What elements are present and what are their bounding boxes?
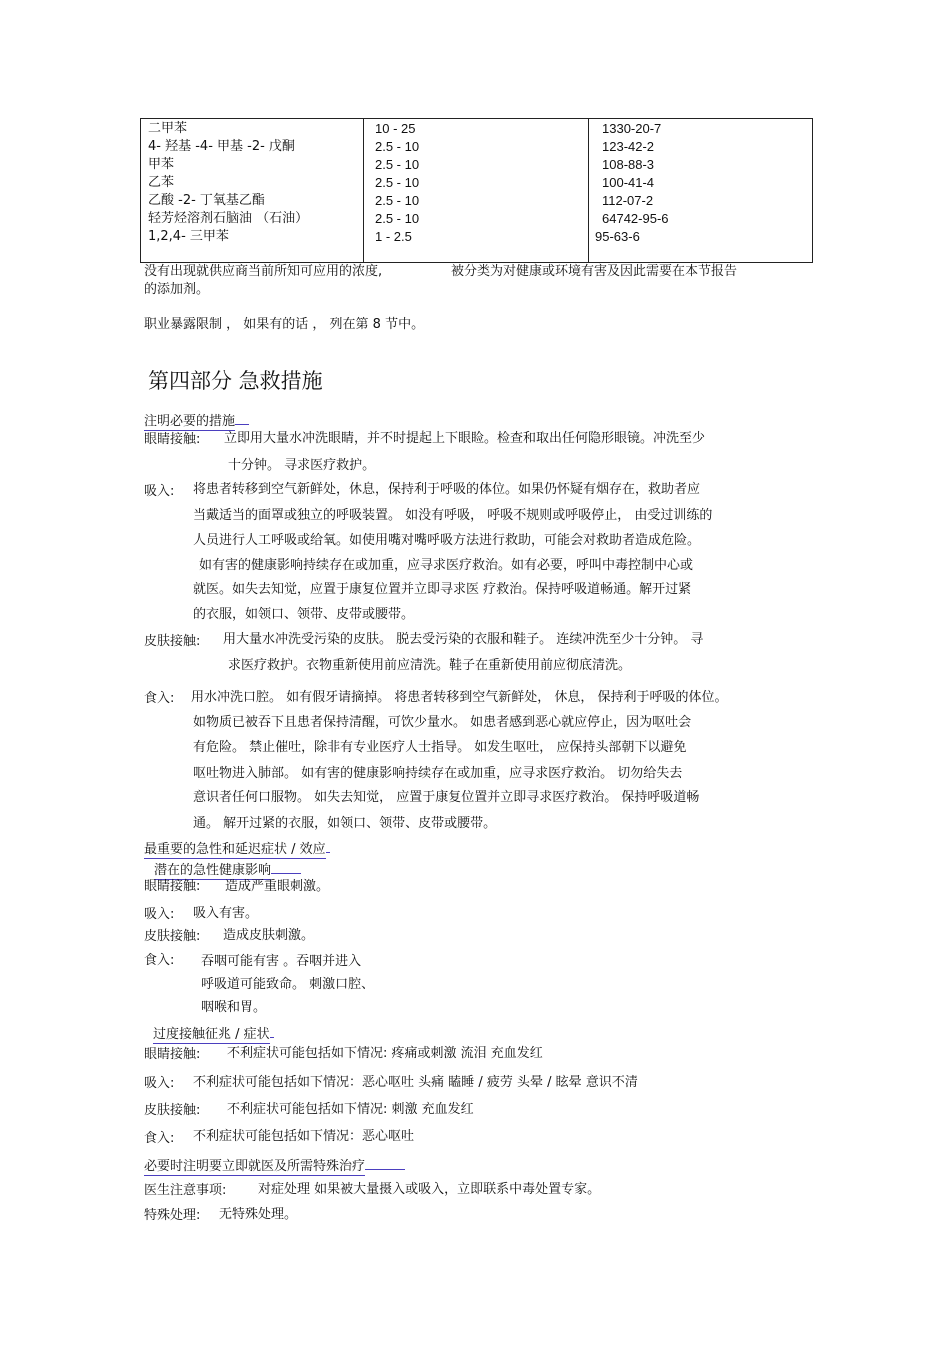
acute-eye-text: 造成严重眼刺激。 xyxy=(225,879,330,894)
page-title: 第四部分 急救措施 xyxy=(148,369,323,393)
table-cell: 108-88-3 xyxy=(602,157,655,172)
ingestion-text-3: 有危险。 禁止催吐，除非有专业医疗人士指导。 如发生呕吐， 应保持头部朝下以避免 xyxy=(193,740,687,755)
over-skin-text: 不利症状可能包括如下情况: 刺激 充血发红 xyxy=(227,1102,474,1117)
cas-column xyxy=(595,120,669,246)
inhalation-label: 吸入: xyxy=(144,484,175,499)
table-cell: 10 - 25 xyxy=(375,121,416,136)
overexposure-heading-text: 过度接触征兆 / 症状 xyxy=(153,1027,270,1042)
table-cell: 乙苯 xyxy=(148,175,175,190)
inhalation-text-2: 当戴适当的面罩或独立的呼吸装置。 如没有呼吸， 呼吸不规则或呼吸停止， 由受过训练的 xyxy=(193,508,713,523)
heading-underline xyxy=(271,858,301,874)
eye-text-1: 立即用大量水冲洗眼睛，并不时提起上下眼睑。检查和取出任何隐形眼镜。冲洗至少 xyxy=(224,431,706,446)
table-cell: 64742-95-6 xyxy=(602,211,669,226)
table-cell: 2.5 - 10 xyxy=(375,175,420,190)
special-text: 无特殊处理。 xyxy=(219,1207,298,1222)
over-inhalation-text: 不利症状可能包括如下情况：恶心呕吐 头痛 瞌睡 / 疲劳 头晕 / 眩晕 意识不清 xyxy=(193,1075,638,1090)
doctor-label: 医生注意事项: xyxy=(144,1183,227,1198)
table-divider xyxy=(588,119,589,262)
table-cell: 112-07-2 xyxy=(602,193,654,208)
over-ingestion-text: 不利症状可能包括如下情况：恶心呕吐 xyxy=(193,1129,415,1144)
eye-text-2: 十分钟。 寻求医疗救护。 xyxy=(228,458,376,473)
table-cell: 1330-20-7 xyxy=(602,121,662,136)
table-cell: 2.5 - 10 xyxy=(375,157,420,172)
acute-heading-text: 潜在的急性健康影响 xyxy=(154,863,272,878)
inhalation-text-1: 将患者转移到空气新鲜处，休息，保持利于呼吸的体位。如果仍怀疑有烟存在，救助者应 xyxy=(193,482,701,497)
heading-underline xyxy=(326,837,330,853)
acute-ingestion-text-1: 吞咽可能有害 。吞咽并进入 xyxy=(201,954,362,969)
table-cell: 2.5 - 10 xyxy=(375,211,420,226)
skin-label: 皮肤接触: xyxy=(144,634,201,649)
table-cell: 二甲苯 xyxy=(148,121,188,136)
doctor-text: 对症处理 如果被大量摄入或吸入，立即联系中毒处置专家。 xyxy=(258,1182,601,1197)
over-inhalation-label: 吸入: xyxy=(144,1076,175,1091)
over-eye-label: 眼睛接触: xyxy=(144,1047,201,1062)
eye-label: 眼睛接触: xyxy=(144,432,201,447)
table-cell: 甲苯 xyxy=(148,157,175,172)
ingestion-text-5: 意识者任何口服物。 如失去知觉， 应置于康复位置并立即寻求医疗救治。 保持呼吸道畅 xyxy=(193,790,700,805)
special-label: 特殊处理: xyxy=(144,1208,201,1223)
concentration-column xyxy=(375,120,419,246)
composition-table xyxy=(140,118,813,263)
inhalation-text-3: 人员进行人工呼吸或给氧。如使用嘴对嘴呼吸方法进行救助，可能会对救助者造成危险。 xyxy=(193,533,701,548)
heading-underline xyxy=(365,1154,405,1170)
acute-ingestion-label: 食入: xyxy=(144,953,175,968)
heading-underline xyxy=(270,1022,274,1038)
ingestion-text-1: 用水冲洗口腔。 如有假牙请摘掉。 将患者转移到空气新鲜处， 休息， 保持利于呼吸的体位。 xyxy=(191,690,728,705)
over-eye-text: 不利症状可能包括如下情况: 疼痛或刺激 流泪 充血发红 xyxy=(227,1046,543,1061)
table-cell: 1 - 2.5 xyxy=(375,229,412,244)
ingestion-text-6: 通。 解开过紧的衣服，如领口、领带、皮带或腰带。 xyxy=(193,816,497,831)
ingestion-text-2: 如物质已被吞下且患者保持清醒，可饮少量水。 如患者感到恶心就应停止，因为呕吐会 xyxy=(193,715,692,730)
acute-heading xyxy=(154,858,301,880)
acute-inhalation-label: 吸入: xyxy=(144,907,175,922)
table-cell: 2.5 - 10 xyxy=(375,193,420,208)
skin-text-1: 用大量水冲洗受污染的皮肤。 脱去受污染的衣服和鞋子。 连续冲洗至少十分钟。 寻 xyxy=(223,632,704,647)
ingestion-label: 食入: xyxy=(144,691,175,706)
table-cell: 轻芳烃溶剂石脑油 （石油） xyxy=(148,211,309,226)
necessary-heading xyxy=(144,409,249,431)
note-line-1a: 没有出现就供应商当前所知可应用的浓度, xyxy=(144,264,383,279)
table-divider xyxy=(363,119,364,262)
inhalation-text-4: 如有害的健康影响持续存在或加重，应寻求医疗救治。如有必要，呼叫中毒控制中心或 xyxy=(199,558,694,573)
medical-heading-text: 必要时注明要立即就医及所需特殊治疗 xyxy=(144,1159,366,1174)
skin-text-2: 求医疗救护。衣物重新使用前应清洗。鞋子在重新使用前应彻底清洗。 xyxy=(228,658,632,673)
table-cell: 2.5 - 10 xyxy=(375,139,420,154)
table-cell: 95-63-6 xyxy=(595,229,640,244)
important-heading-text: 最重要的急性和延迟症状 / 效应 xyxy=(144,842,326,857)
inhalation-text-5: 就医。如失去知觉，应置于康复位置并立即寻求医 疗救治。保持呼吸道畅通。解开过紧 xyxy=(193,582,692,597)
table-cell: 乙酸 -2- 丁氧基乙酯 xyxy=(148,193,265,208)
table-cell: 1,2,4- 三甲苯 xyxy=(148,229,229,244)
inhalation-text-6: 的衣服，如领口、领带、皮带或腰带。 xyxy=(193,607,415,622)
ingestion-text-4: 呕吐物进入肺部。 如有害的健康影响持续存在或加重，应寻求医疗救治。 切勿给失去 xyxy=(193,766,683,781)
acute-eye-label: 眼睛接触: xyxy=(144,879,201,894)
necessary-heading-text: 注明必要的措施 xyxy=(144,414,236,429)
acute-ingestion-text-3: 咽喉和胃。 xyxy=(201,1000,267,1015)
acute-skin-text: 造成皮肤刺激。 xyxy=(223,928,315,943)
exposure-note: 职业暴露限制 ， 如果有的话 ， 列在第 8 节中。 xyxy=(144,317,425,332)
acute-ingestion-text-2: 呼吸道可能致命。 刺激口腔、 xyxy=(201,977,375,992)
substance-column xyxy=(148,120,308,246)
acute-skin-label: 皮肤接触: xyxy=(144,929,201,944)
important-heading xyxy=(144,837,330,859)
note-line-2: 的添加剂。 xyxy=(144,282,210,297)
table-cell: 4- 羟基 -4- 甲基 -2- 戊酮 xyxy=(148,139,295,154)
note-line-1b: 被分类为对健康或环境有害及因此需要在本节报告 xyxy=(451,264,738,279)
over-skin-label: 皮肤接触: xyxy=(144,1103,201,1118)
table-cell: 100-41-4 xyxy=(602,175,655,190)
medical-heading xyxy=(144,1154,405,1176)
over-ingestion-label: 食入: xyxy=(144,1131,175,1146)
table-cell: 123-42-2 xyxy=(602,139,655,154)
acute-inhalation-text: 吸入有害。 xyxy=(193,906,259,921)
heading-underline xyxy=(235,409,249,425)
overexposure-heading xyxy=(153,1022,274,1044)
